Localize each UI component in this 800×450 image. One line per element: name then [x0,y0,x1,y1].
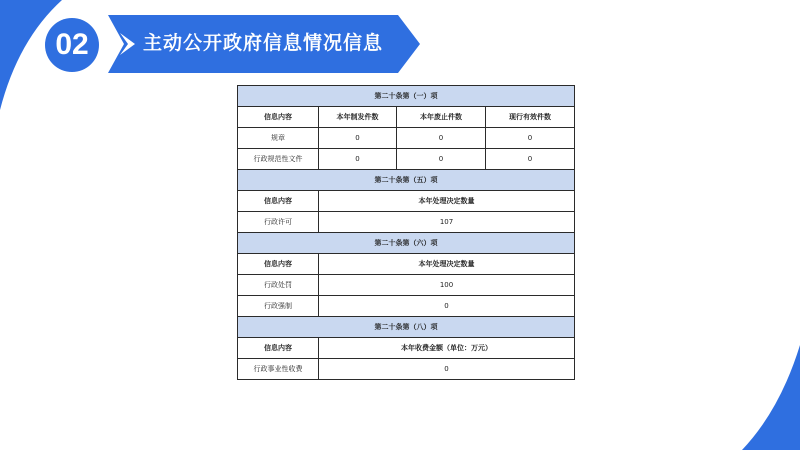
table-row [238,296,575,317]
row-label: 行政强制 [238,296,319,317]
table-cell: 107 [319,212,575,233]
section-heading: 第二十条第（八）项 [238,317,575,338]
table-cell: 0 [397,149,486,170]
column-header-row [238,254,575,275]
section-header-row [238,86,575,107]
section-number-badge [41,14,103,76]
column-header: 本年处理决定数量 [319,254,575,275]
column-header: 本年处理决定数量 [319,191,575,212]
column-header-row [238,338,575,359]
bottom-right-corner-swoosh [742,345,800,450]
column-header: 信息内容 [238,254,319,275]
table-row [238,212,575,233]
section-number: 02 [45,18,99,72]
table-row [238,128,575,149]
table-row [238,359,575,380]
row-label: 行政处罚 [238,275,319,296]
column-header-row [238,107,575,128]
column-header: 本年废止件数 [397,107,486,128]
table-cell: 100 [319,275,575,296]
row-label: 行政规范性文件 [238,149,319,170]
column-header: 本年制发件数 [319,107,397,128]
column-header: 本年收费金额（单位：万元） [319,338,575,359]
table-row [238,149,575,170]
section-header-row [238,233,575,254]
table-cell: 0 [319,296,575,317]
table-cell: 0 [486,149,575,170]
table-row [238,275,575,296]
table-cell: 0 [319,128,397,149]
row-label: 规章 [238,128,319,149]
page-title: 主动公开政府信息情况信息 [143,32,384,54]
row-label: 行政事业性收费 [238,359,319,380]
table-cell: 0 [319,359,575,380]
table-cell: 0 [486,128,575,149]
table-cell: 0 [319,149,397,170]
info-table [237,85,575,380]
section-heading: 第二十条第（一）项 [238,86,575,107]
column-header: 信息内容 [238,338,319,359]
column-header-row [238,191,575,212]
section-header-row [238,317,575,338]
table-cell: 0 [397,128,486,149]
column-header: 信息内容 [238,107,319,128]
info-table-container [237,85,574,380]
row-label: 行政许可 [238,212,319,233]
section-header-row [238,170,575,191]
section-heading: 第二十条第（五）项 [238,170,575,191]
column-header: 现行有效件数 [486,107,575,128]
column-header: 信息内容 [238,191,319,212]
section-heading: 第二十条第（六）项 [238,233,575,254]
